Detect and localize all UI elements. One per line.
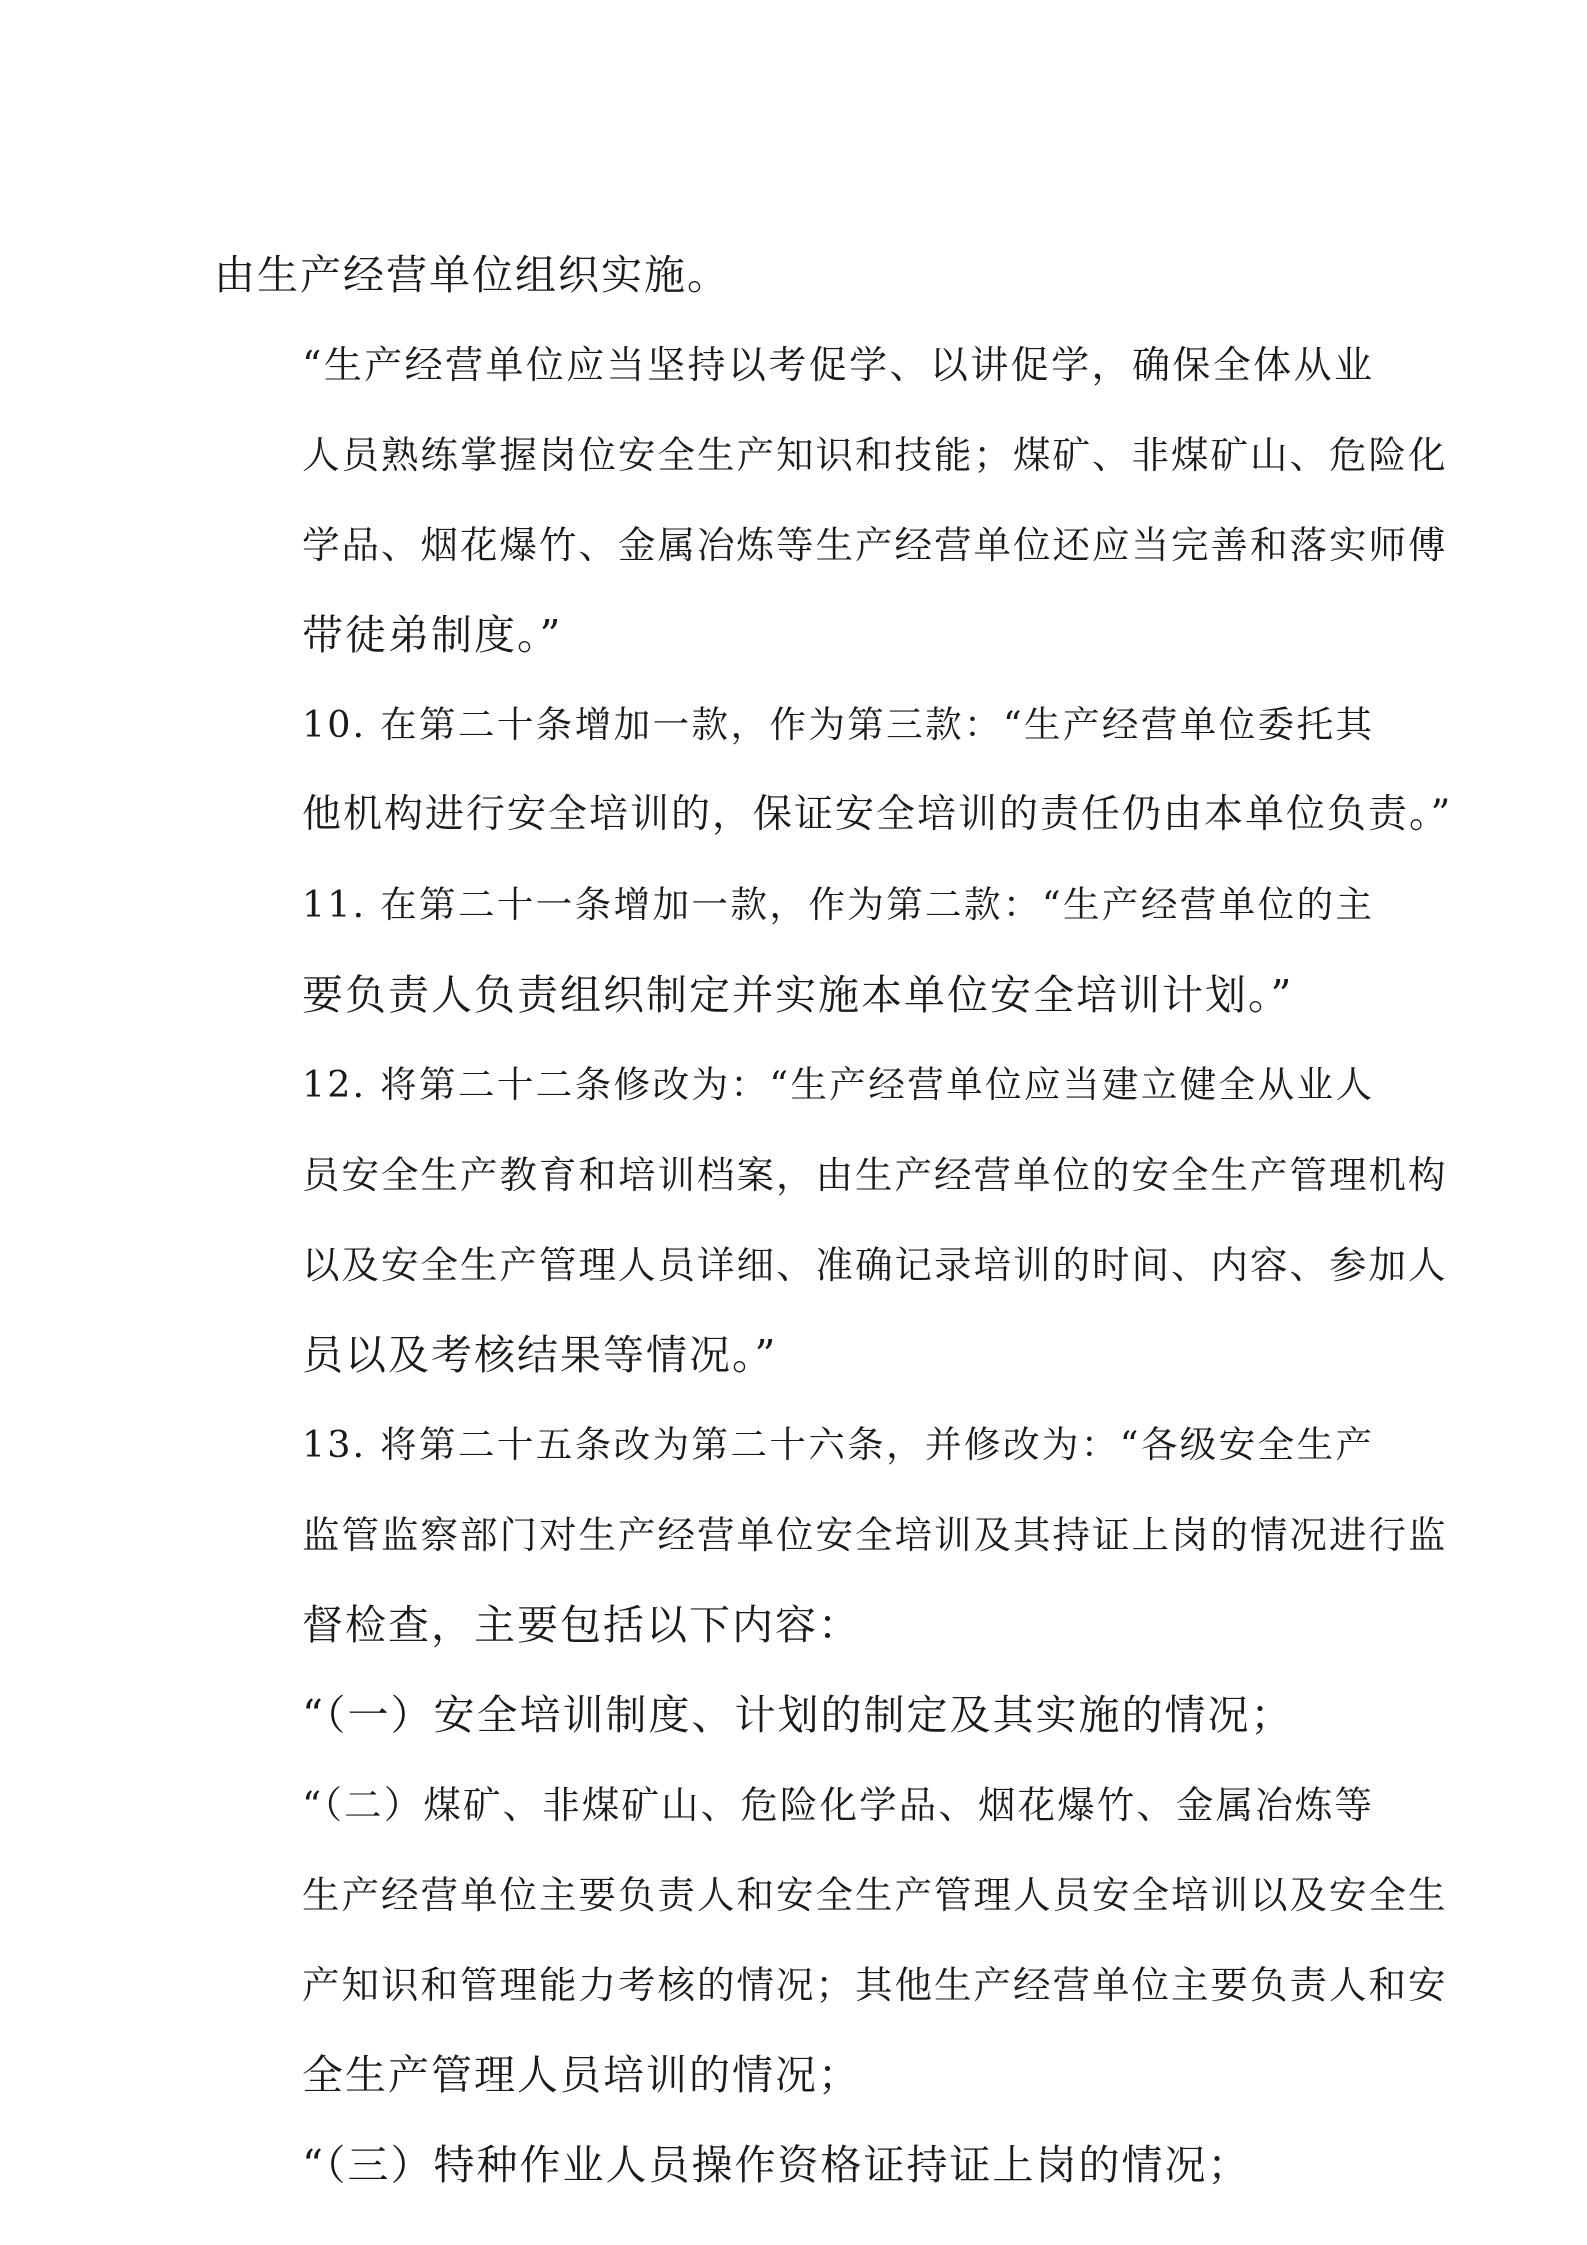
paragraph-item-13: [214, 1400, 1448, 1670]
text-line: 学品、烟花爆竹、金属冶炼等生产经营单位还应当完善和落实师傅: [302, 523, 1448, 567]
paragraph-item-12: [214, 1040, 1448, 1400]
text-line: 由生产经营单位组织实施。: [214, 251, 730, 299]
paragraph-item-11: [214, 860, 1374, 1040]
paragraph-subitem-3: [214, 2120, 1374, 2210]
text-line: “（三）特种作业人员操作资格证持证上岗的情况；: [302, 2141, 1251, 2189]
text-line: 13. 将第二十五条改为第二十六条，并修改为：“各级安全生产: [302, 1423, 1374, 1466]
paragraph-subitem-2: [214, 1760, 1448, 2120]
text-line: 他机构进行安全培训的，保证安全培训的责任仍由本单位负责。”: [302, 792, 1453, 837]
text-line: 监管监察部门对生产经营单位安全培训及其持证上岗的情况进行监: [302, 1513, 1448, 1557]
text-line: “（一）安全培训制度、计划的制定及其实施的情况；: [302, 1691, 1294, 1739]
text-line: 以及安全生产管理人员详细、准确记录培训的时间、内容、参加人: [302, 1243, 1448, 1287]
text-line: 督检查，主要包括以下内容：: [302, 1601, 861, 1649]
text-line: 要负责人负责组织制定并实施本单位安全培训计划。”: [302, 971, 1294, 1019]
text-line: 10. 在第二十条增加一款，作为第三款：“生产经营单位委托其: [302, 703, 1374, 746]
document-body: [214, 230, 1453, 2210]
text-line: 员以及考核结果等情况。”: [302, 1331, 778, 1379]
text-line: 员安全生产教育和培训档案，由生产经营单位的安全生产管理机构: [302, 1153, 1448, 1197]
text-line: 全生产管理人员培训的情况；: [302, 2051, 861, 2099]
text-line: 生产经营单位主要负责人和安全生产管理人员安全培训以及安全生: [302, 1873, 1448, 1917]
text-line: 11. 在第二十一条增加一款，作为第二款：“生产经营单位的主: [302, 883, 1374, 926]
paragraph-quote-master-apprentice: [214, 320, 1448, 680]
text-line: 产知识和管理能力考核的情况；其他生产经营单位主要负责人和安: [302, 1963, 1448, 2007]
text-line: 12. 将第二十二条修改为：“生产经营单位应当建立健全从业人: [302, 1063, 1374, 1106]
text-line: 带徒弟制度。”: [302, 611, 563, 659]
text-line: 人员熟练掌握岗位安全生产知识和技能；煤矿、非煤矿山、危险化: [302, 433, 1448, 477]
text-line: “（二）煤矿、非煤矿山、危险化学品、烟花爆竹、金属冶炼等: [302, 1783, 1374, 1827]
text-line: “生产经营单位应当坚持以考促学、以讲促学，确保全体从业: [302, 343, 1374, 387]
paragraph-subitem-1: [214, 1670, 1374, 1760]
paragraph-item-10: [214, 680, 1453, 860]
paragraph-continuation: [214, 230, 1374, 320]
